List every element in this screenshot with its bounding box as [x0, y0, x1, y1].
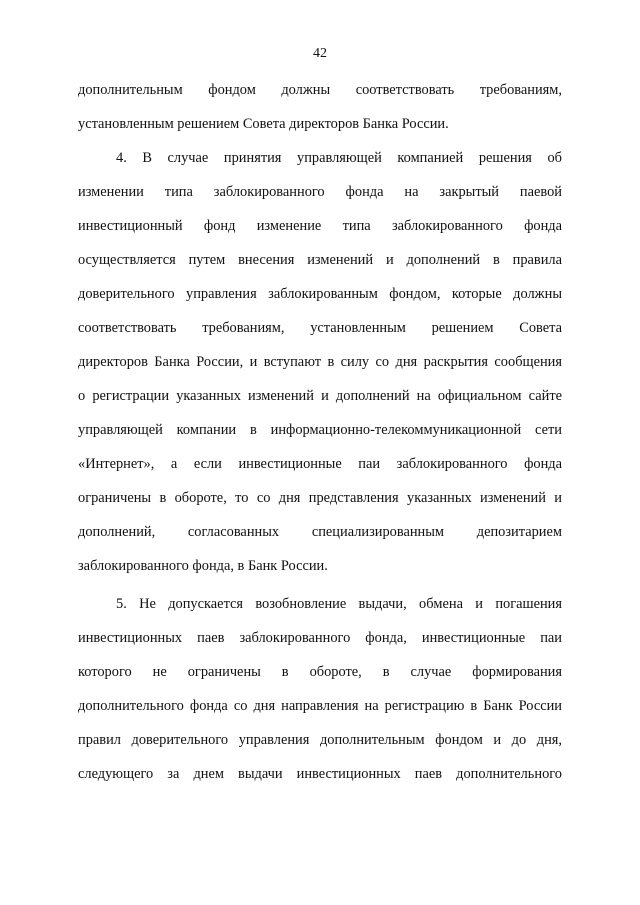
text-line: заблокированного фонда, в Банк России.: [78, 558, 328, 574]
text-line: изменении типа заблокированного фонда на закрытый паевой: [78, 184, 562, 200]
text-line: дополнений, согласованных специализированным депозитарием: [78, 524, 562, 540]
text-line: доверительного управления заблокированным фондом, которые должны: [78, 286, 562, 302]
text-line: директоров Банка России, и вступают в силу со дня раскрытия сообщения: [78, 354, 562, 370]
text-line: дополнительного фонда со дня направления на регистрацию в Банк России: [78, 698, 562, 714]
text-line: о регистрации указанных изменений и дополнений на официальном сайте: [78, 388, 562, 404]
text-line: которого не ограничены в обороте, в случае формирования: [78, 664, 562, 680]
text-line: инвестиционный фонд изменение типа заблокированного фонда: [78, 218, 562, 234]
text-line: инвестиционных паев заблокированного фонда, инвестиционные паи: [78, 630, 562, 646]
text-line: правил доверительного управления дополнительным фондом и до дня,: [78, 732, 562, 748]
text-line: 5. Не допускается возобновление выдачи, обмена и погашения: [116, 596, 562, 612]
text-line: управляющей компании в информационно-телекоммуникационной сети: [78, 422, 562, 438]
text-line: соответствовать требованиям, установленным решением Совета: [78, 320, 562, 336]
text-line: осуществляется путем внесения изменений и дополнений в правила: [78, 252, 562, 268]
text-line: «Интернет», а если инвестиционные паи заблокированного фонда: [78, 456, 562, 472]
text-line: следующего за днем выдачи инвестиционных паев дополнительного: [78, 766, 562, 782]
text-line: 4. В случае принятия управляющей компанией решения об: [116, 150, 562, 166]
text-line: ограничены в обороте, то со дня представления указанных изменений и: [78, 490, 562, 506]
text-line: установленным решением Совета директоров Банка России.: [78, 116, 449, 132]
page-number: 42: [313, 46, 327, 61]
text-line: дополнительным фондом должны соответствовать требованиям,: [78, 82, 562, 98]
